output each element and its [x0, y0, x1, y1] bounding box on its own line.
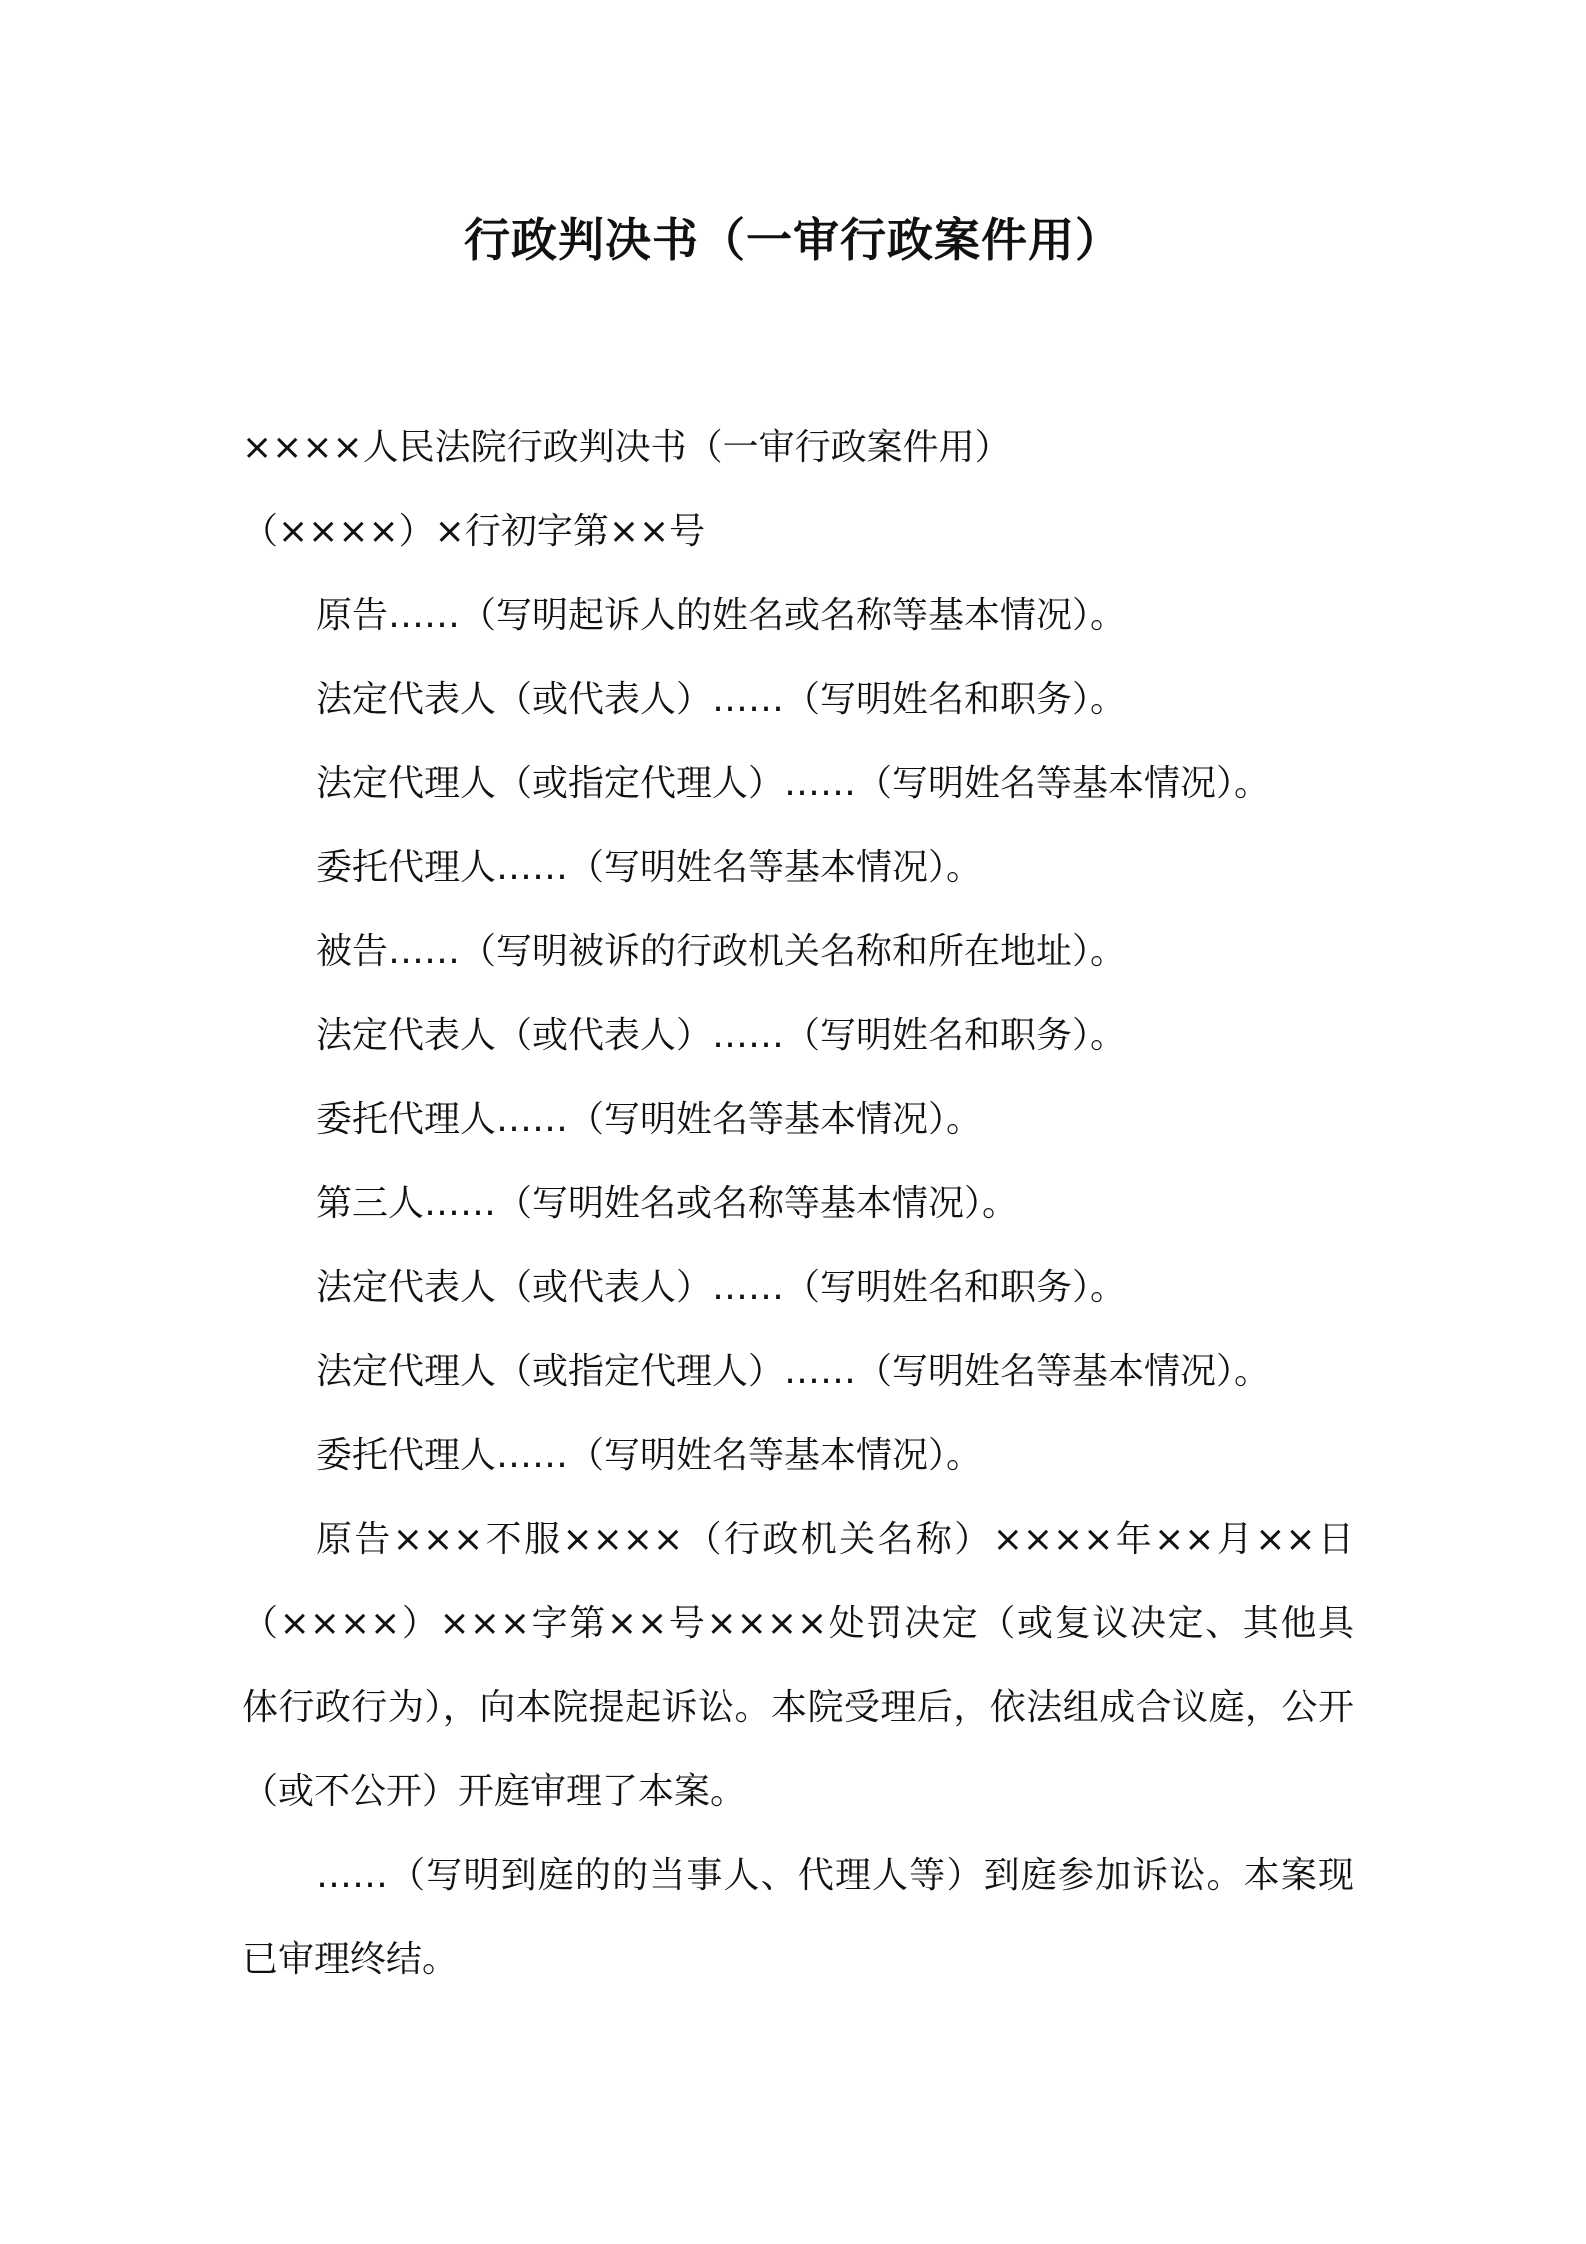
- party-line-third-party-statutory-agent: 法定代理人（或指定代理人）……（写明姓名等基本情况）。: [316, 1351, 1271, 1392]
- party-line-defendant-legal-representative: 法定代表人（或代表人）……（写明姓名和职务）。: [316, 1015, 1127, 1056]
- document-body: [242, 406, 1354, 2002]
- document-title: 行政判决书（一审行政案件用）: [464, 213, 1122, 267]
- party-line-third-party: 第三人……（写明姓名或名称等基本情况）。: [316, 1183, 1019, 1224]
- party-line-third-party-legal-representative: 法定代表人（或代表人）……（写明姓名和职务）。: [316, 1267, 1127, 1308]
- party-line-defendant: 被告……（写明被诉的行政机关名称和所在地址）。: [316, 931, 1127, 972]
- party-line-third-party-entrusted-agent: 委托代理人……（写明姓名等基本情况）。: [316, 1435, 983, 1476]
- case-number: （××××）×行初字第××号: [242, 511, 706, 552]
- case-paragraph-proceedings: 原告×××不服××××（行政机关名称）××××年××月××日（××××）×××字第××号××××处罚决定（或复议决定、其他具体行政行为），向本院提起诉讼。本院受理后，依法组成合议庭，公开（或不公开）开庭审理了本案。: [242, 1519, 1354, 1812]
- party-line-plaintiff-statutory-agent: 法定代理人（或指定代理人）……（写明姓名等基本情况）。: [316, 763, 1271, 804]
- party-line-defendant-entrusted-agent: 委托代理人……（写明姓名等基本情况）。: [316, 1099, 983, 1140]
- party-line-plaintiff: 原告……（写明起诉人的姓名或名称等基本情况）。: [316, 595, 1127, 636]
- party-line-plaintiff-entrusted-agent: 委托代理人……（写明姓名等基本情况）。: [316, 847, 983, 888]
- court-heading: ××××人民法院行政判决书（一审行政案件用）: [242, 427, 1011, 468]
- party-line-plaintiff-legal-representative: 法定代表人（或代表人）……（写明姓名和职务）。: [316, 679, 1127, 720]
- case-paragraph-attendance: ……（写明到庭的的当事人、代理人等）到庭参加诉讼。本案现已审理终结。: [242, 1855, 1354, 1980]
